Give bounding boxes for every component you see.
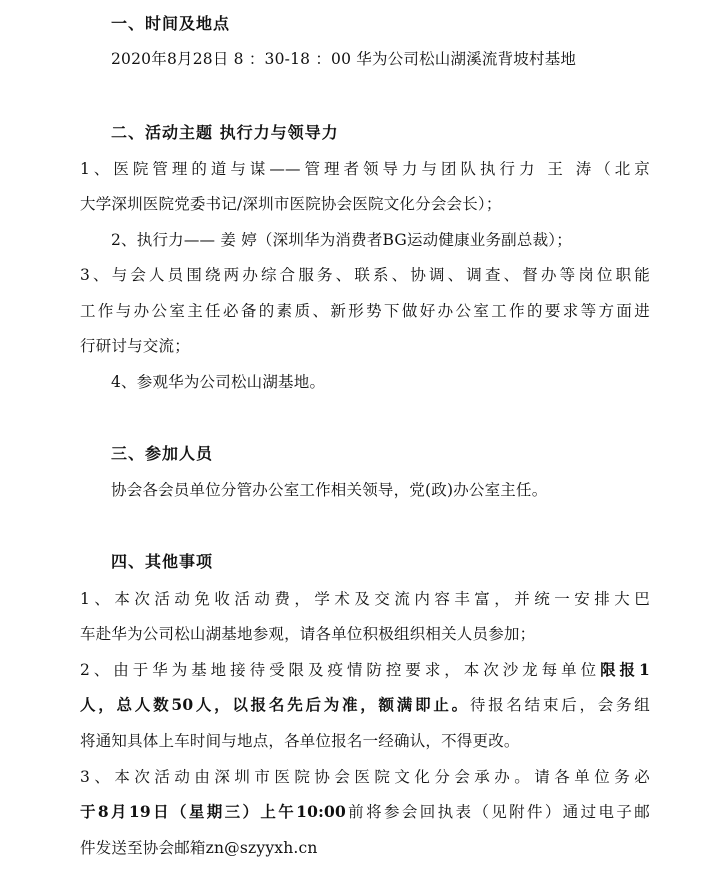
other-item-3-line-1: 3、本次活动由深圳市医院协会医院文化分会承办。请各单位务必 — [80, 768, 650, 786]
section-heading-other: 四、其他事项 — [111, 552, 214, 571]
theme-item-2: 2、执行力—— 姜 婷（深圳华为消费者BG运动健康业务副总裁）； — [111, 231, 572, 249]
other-item-2-line-1 — [80, 659, 650, 681]
other-item-2-line-1-text: 2、由于华为基地接待受限及疫情防控要求，本次沙龙每单位 — [80, 661, 601, 679]
theme-item-1-line-1: 1、医院管理的道与谋——管理者领导力与团队执行力 王 涛（北京 — [80, 160, 650, 178]
theme-item-3-line-2: 工作与办公室主任必备的素质、新形势下做好办公室工作的要求等方面进 — [80, 302, 650, 320]
other-item-2-line-2-text: 待报名结束后，会务组 — [469, 696, 650, 714]
theme-item-1-line-2: 大学深圳医院党委书记/深圳市医院协会医院文化分会会长）； — [80, 195, 502, 213]
quota-total-highlight: 人，总人数50人，以报名先后为准，额满即止。 — [80, 695, 470, 714]
section-heading-participants: 三、参加人员 — [111, 444, 214, 463]
other-item-3-line-3: 件发送至协会邮箱zn@szyyxh.cn — [80, 839, 318, 857]
other-item-1-line-2: 车赴华为公司松山湖基地参观，请各单位积极组织相关人员参加； — [80, 625, 536, 643]
participants-text: 协会各会员单位分管办公室工作相关领导，党(政)办公室主任。 — [111, 481, 548, 499]
other-item-1-line-1: 1、本次活动免收活动费，学术及交流内容丰富，并统一安排大巴 — [80, 590, 650, 608]
quota-highlight: 限报1 — [600, 660, 651, 679]
theme-item-3-line-3: 行研讨与交流； — [80, 337, 190, 355]
other-item-2-line-2 — [80, 694, 650, 716]
time-location-text: 2020年8月28日 8 ：30-18 ：00 华为公司松山湖溪流背坡村基地 — [111, 50, 577, 68]
theme-item-4: 4、参观华为公司松山湖基地。 — [111, 373, 326, 391]
other-item-3-line-2-text: 前将参会回执表（见附件）通过电子邮 — [346, 803, 650, 821]
theme-item-3-line-1: 3、与会人员围绕两办综合服务、联系、协调、调查、督办等岗位职能 — [80, 266, 650, 284]
deadline-highlight: 于8月19日（星期三）上午10:00 — [80, 802, 346, 821]
section-heading-theme: 二、活动主题 执行力与领导力 — [111, 123, 339, 142]
other-item-2-line-3: 将通知具体上车时间与地点，各单位报名一经确认，不得更改。 — [80, 732, 520, 750]
other-item-3-line-2 — [80, 801, 650, 823]
section-heading-time-location: 一、时间及地点 — [111, 14, 231, 33]
